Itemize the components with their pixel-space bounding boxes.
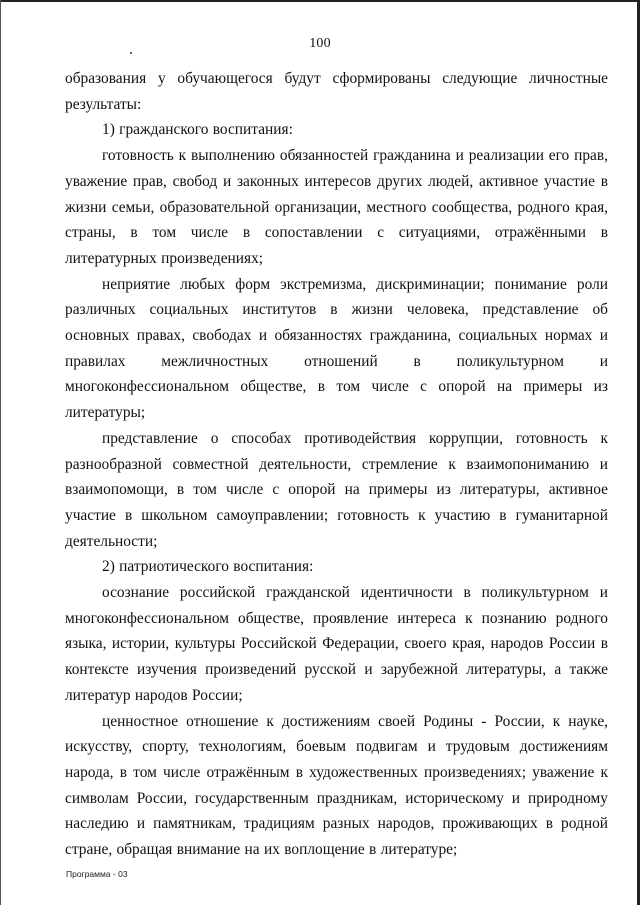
page-edge-left [0, 0, 1, 905]
page-footer: Программа - 03 [66, 869, 128, 879]
page-number: 100 [309, 36, 331, 51]
paragraph-patriotic-identity: осознание российской гражданской идентичности в поликультурном и многоконфессиональном обществе, проявление интереса к познанию родного языка, истории, культуры Российской Федерации, своего края, народов России в контексте изучения произведений русской и зарубежной литературы, а также литератур народов России; [65, 584, 608, 704]
heading-patriotic-education: 2) патриотического воспитания: [102, 558, 314, 576]
heading-civic-education: 1) гражданского воспитания: [102, 121, 293, 139]
paragraph-patriotic-values: ценностное отношение к достижениям своей Родины - России, к науке, искусству, спорту, технологиям, боевым подвигам и трудовым достижениям народа, в том числе отражённым в художественных произведениях; уважение к символам России, государственным праздникам, историческому и природному наследию и памятникам, традициям разных народов, проживающих в родной стране, обращая внимание на их воплощение в литературе; [65, 712, 608, 859]
document-body [65, 66, 608, 863]
paragraph-civic-extremism: неприятие любых форм экстремизма, дискриминации; понимание роли различных социальных институтов в жизни человека, представление об основных правах, свободах и обязанностях гражданина, социальных нормах и правилах межличностных отношений в поликультурном и многоконфессиональном обществе, в том числе с опорой на примеры из литературы; [65, 275, 608, 422]
paragraph-civic-readiness: готовность к выполнению обязанностей гражданина и реализации его прав, уважение прав, свобод и законных интересов других людей, активное участие в жизни семьи, образовательной организации, местного сообщества, родного края, страны, в том числе в сопоставлении с ситуациями, отражёнными в литературных произведениях; [65, 147, 608, 267]
scan-speck [130, 52, 132, 54]
page-edge-top [0, 0, 640, 2]
paragraph-civic-corruption: представление о способах противодействия коррупции, готовность к разнообразной совместной деятельности, стремление к взаимопониманию и взаимопомощи, в том числе с опорой на примеры из литературы, активное участие в школьном самоуправлении; готовность к участию в гуманитарной деятельности; [65, 429, 608, 550]
paragraph-intro: образования у обучающегося будут сформированы следующие личностные результаты: [65, 70, 608, 113]
